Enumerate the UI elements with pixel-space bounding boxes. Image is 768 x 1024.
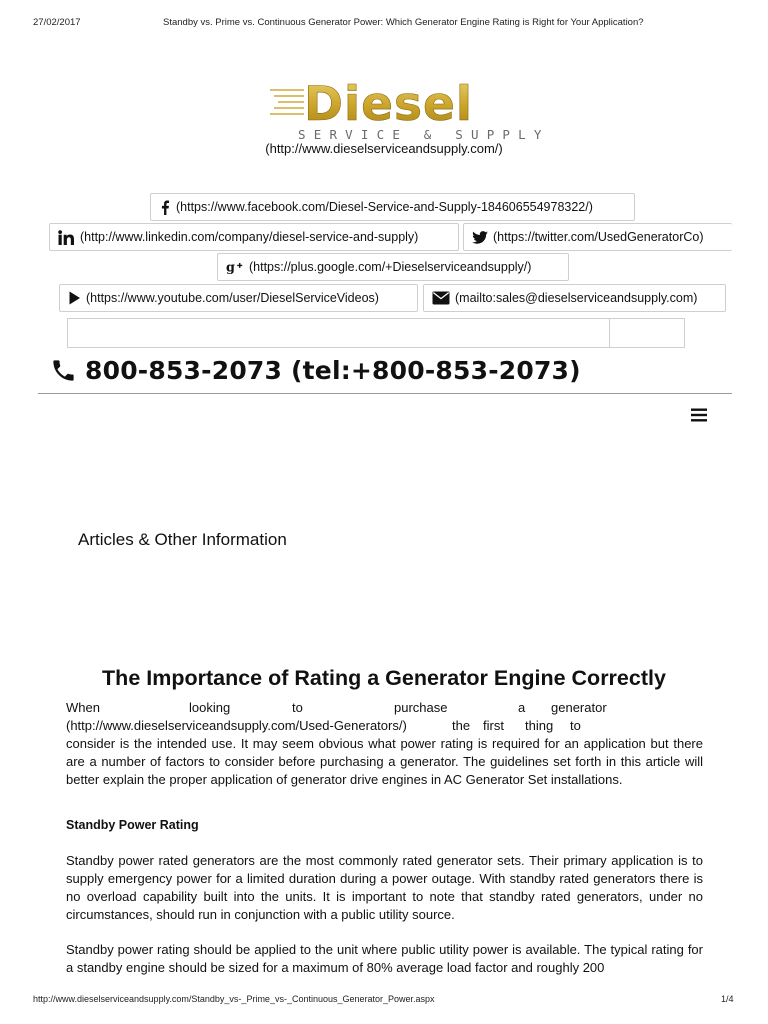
used-generators-link[interactable]: generator (551, 700, 607, 715)
print-page-number: 1/4 (721, 994, 734, 1004)
section-heading: Articles & Other Information (78, 530, 287, 549)
email-link[interactable] (423, 284, 726, 312)
svg-text:g: g (226, 260, 235, 276)
used-generators-url[interactable]: (http://www.dieselserviceandsupply.com/Used-Generators/) (66, 718, 407, 733)
intro-line-2: (http://www.dieselserviceandsupply.com/Used-Generators/) the first thing to (66, 718, 581, 733)
googleplus-link[interactable] (217, 253, 569, 281)
email-url: (mailto:sales@dieselserviceandsupply.com) (455, 291, 698, 305)
googleplus-url: (https://plus.google.com/+Dieselserviceandsupply/) (249, 260, 532, 274)
intro-line-1: When looking to purchase a generator (66, 700, 607, 715)
diesel-logo[interactable] (268, 76, 550, 144)
twitter-icon (472, 231, 488, 244)
standby-paragraph-2: Standby power rating should be applied to the unit where public utility power is available. The typical rating for a standby engine should be sized for a maximum of 80% average load factor and roughly 200 (66, 942, 703, 975)
twitter-url: (https://twitter.com/UsedGeneratorCo) (493, 230, 704, 244)
standby-heading: Standby Power Rating (66, 818, 199, 832)
intro-paragraph: consider is the intended use. It may seem obvious what power rating is required for an application but there are a number of factors to consider before purchasing a generator. The guidelines set forth in this article will better explain the proper application of generator drive engines in AC Generator Set installations. (66, 736, 703, 787)
twitter-link[interactable] (463, 223, 732, 251)
article-title: The Importance of Rating a Generator Engine Correctly (102, 666, 666, 690)
facebook-icon (159, 200, 171, 215)
envelope-icon (432, 291, 450, 305)
linkedin-link[interactable] (49, 223, 459, 251)
search-input[interactable] (67, 318, 610, 348)
print-date: 27/02/2017 (33, 17, 81, 28)
linkedin-url: (http://www.linkedin.com/company/diesel-service-and-supply) (80, 230, 419, 244)
linkedin-icon (58, 230, 75, 245)
google-plus-icon (226, 260, 244, 274)
facebook-link[interactable] (150, 193, 635, 221)
print-page-title: Standby vs. Prime vs. Continuous Generator Power: Which Generator Engine Rating is Right for Your Application? (163, 17, 644, 28)
search-button[interactable] (610, 318, 685, 348)
phone-icon (50, 357, 77, 384)
logo-link[interactable]: (http://www.dieselserviceandsupply.com/) (265, 141, 503, 156)
facebook-url: (https://www.facebook.com/Diesel-Service-and-Supply-184606554978322/) (176, 200, 593, 214)
svg-text:Diesel: Diesel (304, 77, 473, 132)
youtube-url: (https://www.youtube.com/user/DieselServiceVideos) (86, 291, 379, 305)
phone-number: 800-853-2073 (tel:+800-853-2073) (85, 355, 581, 385)
svg-text:SERVICE & SUPPLY: SERVICE & SUPPLY (298, 127, 550, 142)
play-icon (68, 291, 81, 305)
header-divider (38, 393, 732, 394)
hamburger-menu-icon[interactable] (690, 407, 708, 423)
phone-line[interactable] (50, 350, 581, 390)
print-footer-url: http://www.dieselserviceandsupply.com/Standby_vs-_Prime_vs-_Continuous_Generator_Power.aspx (33, 994, 435, 1004)
youtube-link[interactable] (59, 284, 418, 312)
standby-paragraph-1: Standby power rated generators are the most commonly rated generator sets. Their primary application is to supply emergency power for a limited duration during a power outage. With standby rated generators there is no overload capability built into the units. It is important to note that standby rated generators, under no circumstances, should run in conjunction with a public utility source. (66, 853, 703, 922)
